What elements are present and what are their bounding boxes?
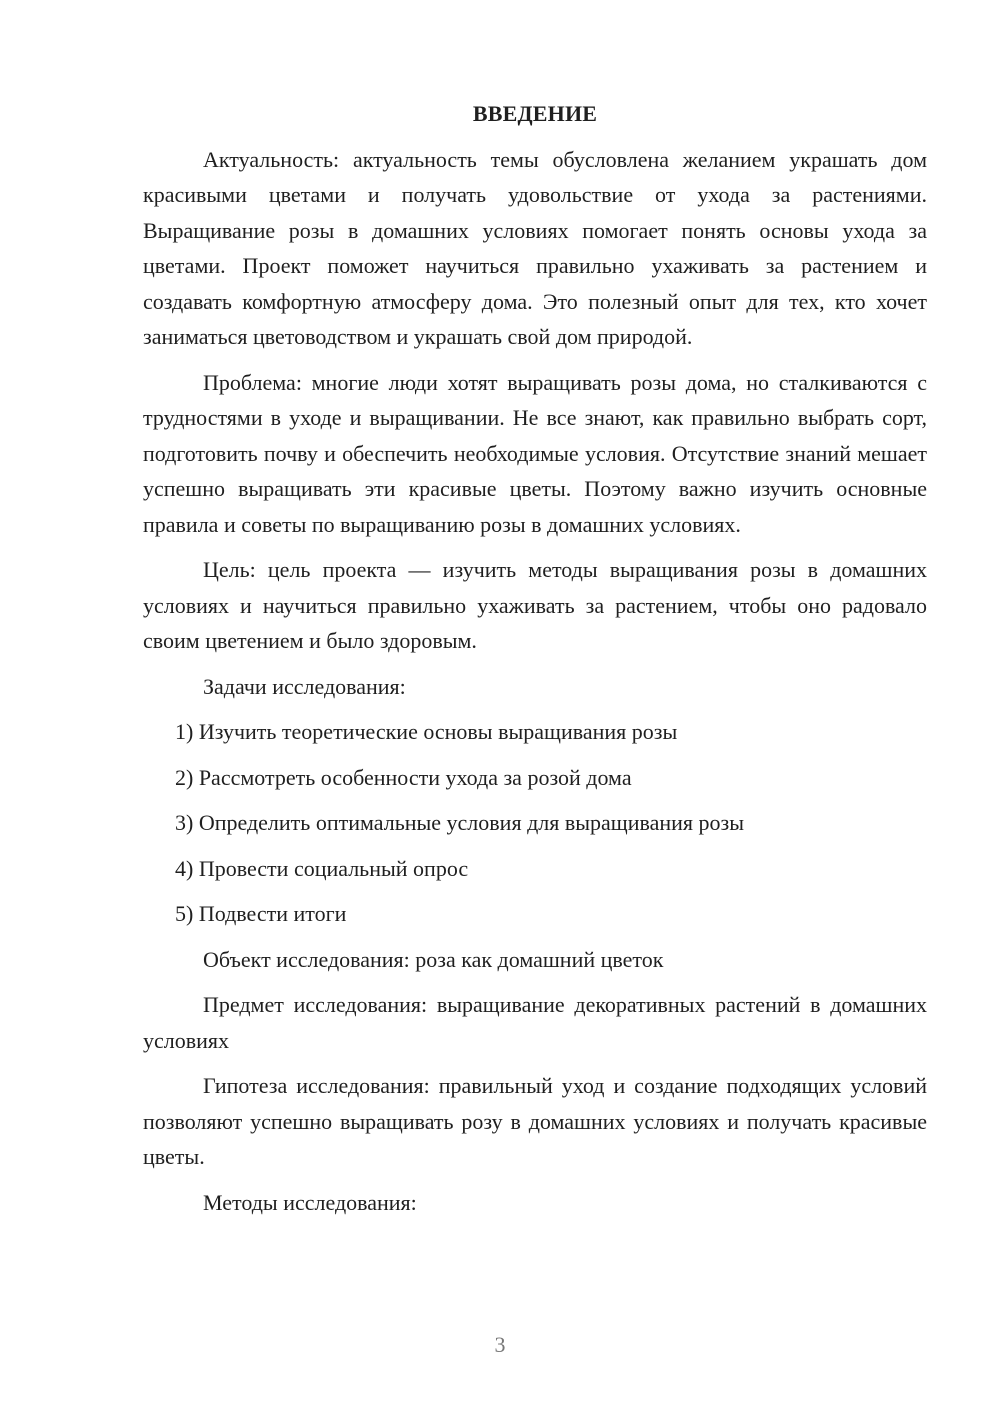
relevance-paragraph: Актуальность: актуальность темы обусловлена желанием украшать дом красивыми цветами и получать удовольствие от ухода за растениями. Выращивание розы в домашних условиях помогает понять основы ухода за цветами. Проект поможет научиться правильно ухаживать за растением и создавать комфортную атмосферу дома. Это полезный опыт для тех, кто хочет заниматься цветоводством и украшать свой дом природой. bbox=[143, 146, 927, 349]
task-item-1: 1) Изучить теоретические основы выращивания розы bbox=[175, 719, 678, 744]
tasks-heading: Задачи исследования: bbox=[203, 673, 406, 699]
task-item-2: 2) Рассмотреть особенности ухода за розой дома bbox=[175, 764, 632, 790]
page-content bbox=[143, 96, 927, 1230]
section-title: ВВЕДЕНИЕ bbox=[472, 101, 598, 126]
page-number: 3 bbox=[494, 1332, 506, 1357]
task-item-5: 5) Подвести итоги bbox=[175, 901, 347, 926]
goal-paragraph: Цель: цель проекта — изучить методы выращивания розы в домашних условиях и научиться правильно ухаживать за растением, чтобы оно радовало своим цветением и было здоровым. bbox=[143, 557, 927, 653]
task-item-4: 4) Провести социальный опрос bbox=[175, 855, 469, 881]
problem-paragraph: Проблема: многие люди хотят выращивать розы дома, но сталкиваются с трудностями в уходе и выращивании. Не все знают, как правильно выбрать сорт, подготовить почву и обеспечить необходимые условия. Отсутствие знаний мешает успешно выращивать эти красивые цветы. Поэтому важно изучить основные правила и советы по выращиванию розы в домашних условиях. bbox=[143, 369, 927, 537]
object-paragraph: Объект исследования: роза как домашний цветок bbox=[203, 946, 664, 972]
tasks-list bbox=[143, 714, 927, 932]
task-item-3: 3) Определить оптимальные условия для выращивания розы bbox=[175, 810, 745, 835]
hypothesis-paragraph: Гипотеза исследования: правильный уход и создание подходящих условий позволяют успешно выращивать розу в домашних условиях и получать красивые цветы. bbox=[143, 1073, 927, 1169]
methods-heading: Методы исследования: bbox=[203, 1189, 417, 1215]
subject-paragraph: Предмет исследования: выращивание декоративных растений в домашних условиях bbox=[143, 992, 927, 1053]
